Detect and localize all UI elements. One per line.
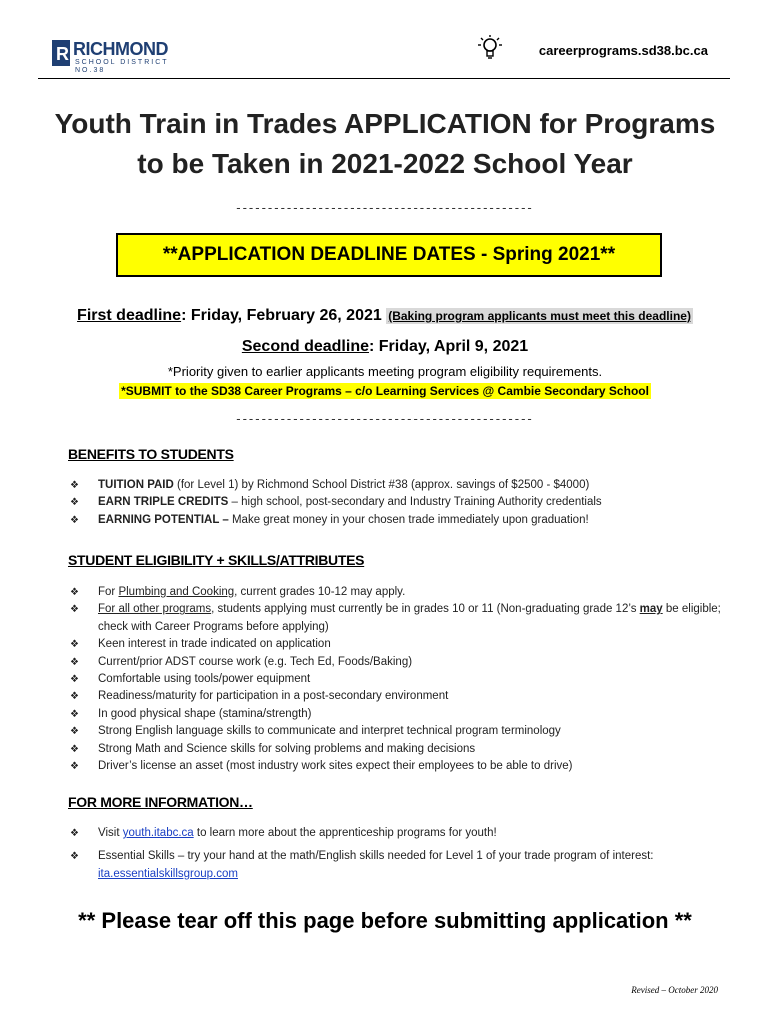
list-item: ❖ Essential Skills – try your hand at the math/English skills needed for Level 1 of your trade program of interest: ita.essentialskillsgroup.com: [70, 850, 654, 880]
separator-bottom: -----------------------------------------------: [236, 411, 534, 426]
list-item: ❖ TUITION PAID (for Level 1) by Richmond School District #38 (approx. savings of $2500 - $4000): [68, 477, 733, 494]
logo-name: RICHMOND: [73, 39, 168, 59]
list-item: ❖ Visit youth.itabc.ca to learn more about the apprenticeship programs for youth!: [68, 825, 733, 842]
diamond-bullet-icon: ❖: [70, 691, 79, 703]
eligibility-list: [68, 584, 733, 775]
benefits-heading: BENEFITS TO STUDENTS: [68, 446, 234, 462]
richmond-logo: [52, 38, 187, 72]
eligibility-heading: STUDENT ELIGIBILITY + SKILLS/ATTRIBUTES: [68, 552, 365, 568]
diamond-bullet-icon: ❖: [70, 497, 79, 509]
diamond-bullet-icon: ❖: [70, 587, 79, 598]
website-url: careerprograms.sd38.bc.ca: [538, 43, 708, 58]
list-item: ❖ Comfortable using tools/power equipment: [68, 671, 733, 688]
list-item: ❖ Readiness/maturity for participation in a post-secondary environment: [68, 688, 733, 705]
diamond-bullet-icon: ❖: [70, 708, 79, 720]
logo-mark-icon: R: [52, 40, 70, 66]
list-item: ❖ Strong English language skills to communicate and interpret technical program terminology: [68, 723, 733, 740]
list-item: ❖ For all other programs, students applying must currently be in grades 10 or 11 (Non-graduating grade 12’s may be eligible; check with Career Programs before applying): [70, 603, 721, 633]
list-item: ❖ EARNING POTENTIAL – Make great money in your chosen trade immediately upon graduation!: [68, 512, 733, 529]
submit-note: [0, 384, 770, 398]
priority-note: *Priority given to earlier applicants meeting program eligibility requirements.: [167, 364, 603, 379]
list-item: ❖ EARN TRIPLE CREDITS – high school, post-secondary and Industry Training Authority credentials: [68, 494, 733, 511]
more-info-heading: FOR MORE INFORMATION…: [68, 794, 253, 810]
second-deadline-date: : Friday, April 9, 2021: [368, 338, 529, 355]
page-title: [0, 104, 770, 184]
first-deadline-label: First deadline: [77, 307, 182, 324]
lightbulb-icon: [478, 34, 502, 62]
diamond-bullet-icon: ❖: [70, 828, 79, 839]
more-info-list: [68, 825, 733, 883]
essential-skills-link[interactable]: ita.essentialskillsgroup.com: [98, 867, 238, 880]
diamond-bullet-icon: ❖: [70, 674, 79, 686]
submit-note-text: *SUBMIT to the SD38 Career Programs – c/o Learning Services @ Cambie Secondary School: [121, 384, 649, 398]
diamond-bullet-icon: ❖: [70, 761, 79, 773]
list-item: ❖ In good physical shape (stamina/strength): [68, 706, 733, 723]
first-deadline-date: : Friday, February 26, 2021: [181, 307, 387, 324]
logo-subtitle: SCHOOL DISTRICT NO.38: [75, 59, 169, 74]
first-deadline: [0, 307, 770, 325]
separator-top: -----------------------------------------------: [236, 200, 534, 215]
title-line-1: Youth Train in Trades APPLICATION for Programs: [54, 108, 716, 139]
diamond-bullet-icon: ❖: [70, 604, 79, 616]
deadline-banner: **APPLICATION DEADLINE DATES - Spring 2021**: [116, 233, 662, 277]
diamond-bullet-icon: ❖: [70, 851, 79, 863]
diamond-bullet-icon: ❖: [70, 639, 79, 651]
diamond-bullet-icon: ❖: [70, 656, 79, 668]
revised-date: Revised – October 2020: [631, 985, 718, 995]
diamond-bullet-icon: ❖: [70, 480, 79, 491]
diamond-bullet-icon: ❖: [70, 743, 79, 755]
list-item: ❖ Driver’s license an asset (most industry work sites expect their employees to be able to drive): [68, 758, 733, 775]
second-deadline: [0, 338, 770, 356]
list-item: ❖ Strong Math and Science skills for solving problems and making decisions: [68, 741, 733, 758]
second-deadline-label: Second deadline: [241, 338, 369, 355]
diamond-bullet-icon: ❖: [70, 514, 79, 526]
page-header: [38, 30, 730, 79]
first-deadline-note: (Baking program applicants must meet this deadline): [388, 309, 691, 323]
diamond-bullet-icon: ❖: [70, 726, 79, 738]
list-item: ❖ For Plumbing and Cooking, current grades 10-12 may apply.: [68, 584, 733, 601]
benefits-list: [68, 477, 733, 529]
youth-itabc-link[interactable]: youth.itabc.ca: [122, 827, 194, 839]
list-item: ❖ Keen interest in trade indicated on application: [68, 636, 733, 653]
tear-off-notice: ** Please tear off this page before submitting application **: [78, 908, 692, 933]
title-line-2: to be Taken in 2021-2022 School Year: [137, 148, 633, 179]
list-item: ❖ Current/prior ADST course work (e.g. Tech Ed, Foods/Baking): [68, 654, 733, 671]
